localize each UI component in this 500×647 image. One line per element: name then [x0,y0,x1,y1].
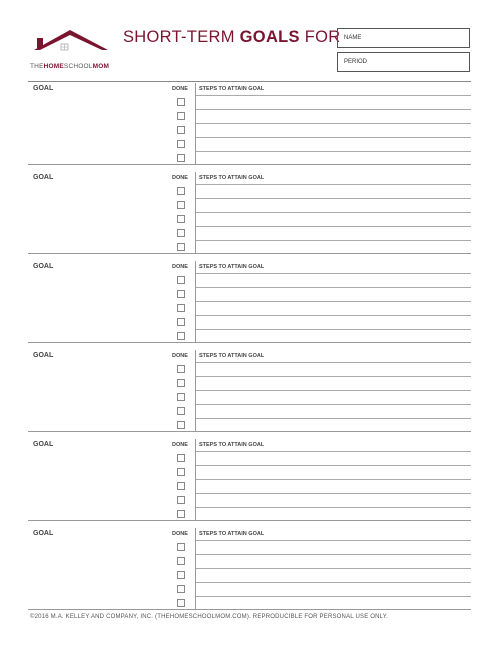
step-row [166,540,471,554]
step-line[interactable] [196,226,471,227]
step-line[interactable] [196,362,471,363]
goal-label: GOAL [33,441,54,448]
done-checkbox[interactable] [177,454,185,462]
step-line[interactable] [196,109,471,110]
done-checkbox[interactable] [177,543,185,551]
goal-section [28,260,471,343]
step-line[interactable] [196,273,471,274]
steps-column-header: STEPS TO ATTAIN GOAL [199,86,265,92]
step-line[interactable] [196,137,471,138]
done-checkbox[interactable] [177,468,185,476]
done-checkbox[interactable] [177,585,185,593]
steps-column-header: STEPS TO ATTAIN GOAL [199,264,265,270]
step-line[interactable] [196,287,471,288]
section-divider [28,520,471,521]
done-checkbox[interactable] [177,229,185,237]
goal-label: GOAL [33,352,54,359]
goal-section [28,349,471,432]
step-line[interactable] [196,151,471,152]
step-row [166,554,471,568]
step-line[interactable] [196,240,471,241]
step-line[interactable] [196,184,471,185]
done-checkbox[interactable] [177,332,185,340]
section-divider [28,164,471,165]
step-row [166,123,471,137]
period-field[interactable] [337,52,470,72]
goal-label: GOAL [33,530,54,537]
brand-wordmark: THEHOMESCHOOLMOM [30,63,110,70]
steps-column-header: STEPS TO ATTAIN GOAL [199,353,265,359]
done-checkbox[interactable] [177,98,185,106]
name-field[interactable] [337,28,470,48]
step-row [166,198,471,212]
step-row [166,315,471,329]
done-checkbox[interactable] [177,421,185,429]
done-column-header: DONE [172,264,188,270]
step-line[interactable] [196,198,471,199]
step-line[interactable] [196,404,471,405]
step-row [166,582,471,596]
done-checkbox[interactable] [177,379,185,387]
step-row [166,212,471,226]
done-column-header: DONE [172,531,188,537]
step-row [166,596,471,610]
done-checkbox[interactable] [177,557,185,565]
done-checkbox[interactable] [177,290,185,298]
step-row [166,301,471,315]
step-row [166,507,471,521]
section-divider [28,431,471,432]
goal-label: GOAL [33,85,54,92]
step-row [166,376,471,390]
goal-label: GOAL [33,174,54,181]
done-checkbox[interactable] [177,571,185,579]
done-column-header: DONE [172,353,188,359]
step-row [166,390,471,404]
step-row [166,418,471,432]
step-row [166,137,471,151]
step-row [166,404,471,418]
done-checkbox[interactable] [177,112,185,120]
step-line[interactable] [196,568,471,569]
section-divider [28,342,471,343]
step-line[interactable] [196,507,471,508]
name-label: NAME [344,35,362,41]
steps-column-header: STEPS TO ATTAIN GOAL [199,442,265,448]
steps-column-header: STEPS TO ATTAIN GOAL [199,531,265,537]
goal-label: GOAL [33,263,54,270]
step-row [166,109,471,123]
done-column-header: DONE [172,442,188,448]
done-checkbox[interactable] [177,140,185,148]
step-line[interactable] [196,329,471,330]
step-line[interactable] [196,582,471,583]
done-column-header: DONE [172,86,188,92]
done-checkbox[interactable] [177,201,185,209]
step-row [166,95,471,109]
step-row [166,151,471,165]
copyright-footer: ©2016 M.A. KELLEY AND COMPANY, INC. (THEHOMESCHOOLMOM.COM). REPRODUCIBLE FOR PERSONAL USE ONLY. [30,614,389,620]
step-row [166,568,471,582]
step-line[interactable] [196,315,471,316]
step-row [166,479,471,493]
step-line[interactable] [196,390,471,391]
step-line[interactable] [196,540,471,541]
done-checkbox[interactable] [177,365,185,373]
done-checkbox[interactable] [177,318,185,326]
step-row [166,329,471,343]
goal-section [28,171,471,254]
goal-section [28,82,471,165]
section-divider [28,253,471,254]
done-checkbox[interactable] [177,187,185,195]
section-divider [28,609,471,610]
goal-section [28,527,471,610]
done-checkbox[interactable] [177,243,185,251]
done-checkbox[interactable] [177,304,185,312]
done-checkbox[interactable] [177,393,185,401]
page-title: SHORT-TERM GOALS FOR [123,28,341,46]
step-line[interactable] [196,95,471,96]
step-row [166,184,471,198]
step-line[interactable] [196,123,471,124]
step-line[interactable] [196,212,471,213]
step-line[interactable] [196,465,471,466]
step-row [166,493,471,507]
step-line[interactable] [196,376,471,377]
done-checkbox[interactable] [177,510,185,518]
period-label: PERIOD [344,59,368,65]
done-checkbox[interactable] [177,482,185,490]
step-row [166,273,471,287]
house-roof-icon [30,26,116,66]
step-row [166,240,471,254]
done-checkbox[interactable] [177,126,185,134]
done-checkbox[interactable] [177,276,185,284]
goal-section [28,438,471,521]
step-row [166,465,471,479]
steps-column-header: STEPS TO ATTAIN GOAL [199,175,265,181]
step-line[interactable] [196,596,471,597]
done-column-header: DONE [172,175,188,181]
done-checkbox[interactable] [177,496,185,504]
step-line[interactable] [196,301,471,302]
step-row [166,287,471,301]
step-line[interactable] [196,418,471,419]
step-row [166,226,471,240]
step-line[interactable] [196,451,471,452]
done-checkbox[interactable] [177,154,185,162]
done-checkbox[interactable] [177,599,185,607]
step-line[interactable] [196,493,471,494]
done-checkbox[interactable] [177,407,185,415]
step-row [166,362,471,376]
step-line[interactable] [196,554,471,555]
step-row [166,451,471,465]
step-line[interactable] [196,479,471,480]
done-checkbox[interactable] [177,215,185,223]
